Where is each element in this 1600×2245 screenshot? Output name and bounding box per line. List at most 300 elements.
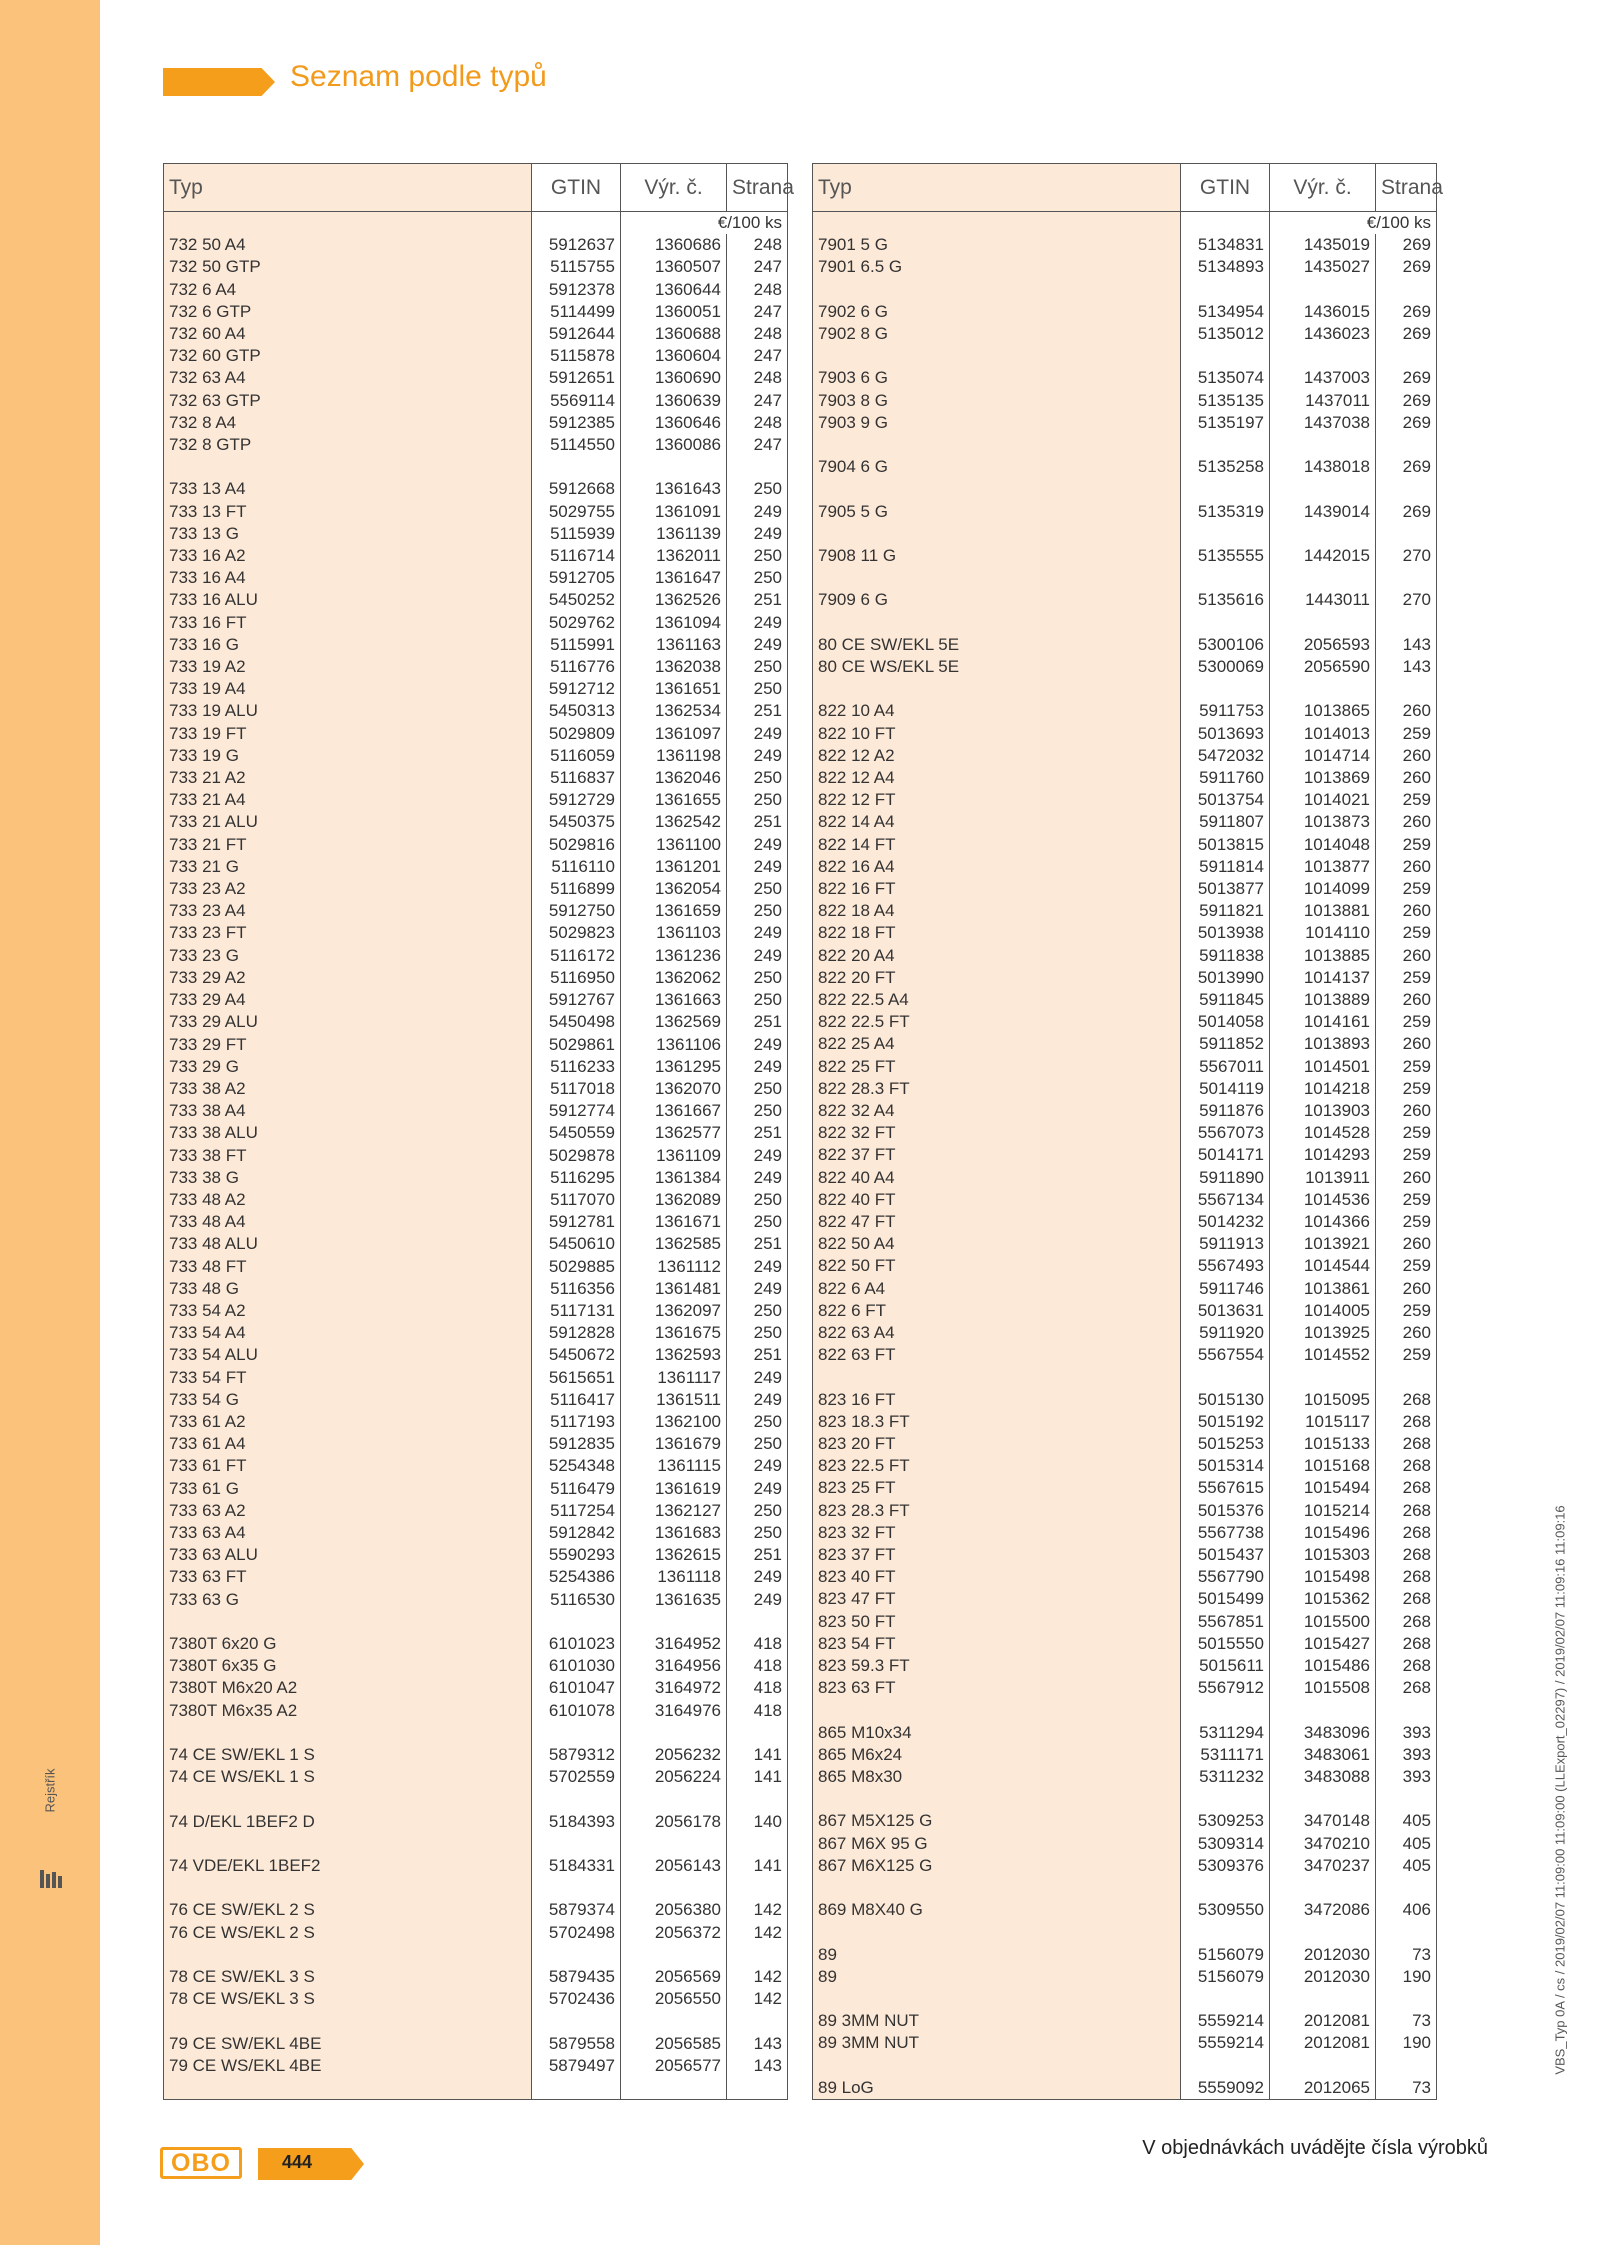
cell-gtin: 5134831 [1181, 234, 1270, 256]
table-row [164, 1833, 788, 1855]
cell-typ: 823 40 FT [813, 1566, 1181, 1588]
cell-vyr: 1439014 [1270, 501, 1376, 523]
sidebar-label: Rejstřík [42, 1767, 58, 1813]
table-row [164, 1233, 788, 1255]
table-row [164, 1544, 788, 1566]
cell-strana: 249 [727, 945, 788, 967]
cell-vyr: 1014161 [1270, 1011, 1376, 1033]
table-row [813, 1278, 1437, 1300]
cell-gtin: 5135258 [1181, 456, 1270, 478]
cell-vyr: 1015500 [1270, 1611, 1376, 1633]
cell-typ [164, 2077, 532, 2099]
cell-typ: 7905 5 G [813, 501, 1181, 523]
cell-gtin: 5567851 [1181, 1611, 1270, 1633]
cell-gtin: 5567011 [1181, 1056, 1270, 1078]
table-row [164, 1211, 788, 1233]
cell-vyr: 1361103 [621, 922, 727, 944]
cell-strana: 247 [727, 390, 788, 412]
cell-gtin: 6101023 [532, 1633, 621, 1655]
table-row [813, 1921, 1437, 1943]
cell-typ: 822 6 FT [813, 1300, 1181, 1322]
cell-gtin: 5911913 [1181, 1233, 1270, 1255]
table-row [164, 1788, 788, 1810]
cell-vyr: 1013893 [1270, 1033, 1376, 1055]
cell-typ: 733 54 FT [164, 1367, 532, 1389]
cell-strana: 259 [1376, 1300, 1437, 1322]
cell-strana: 142 [727, 1988, 788, 2010]
cell-typ [813, 1877, 1181, 1899]
cell-strana: 268 [1376, 1411, 1437, 1433]
table-row [164, 1411, 788, 1433]
cell-vyr: 2056590 [1270, 656, 1376, 678]
cell-gtin: 5115991 [532, 634, 621, 656]
cell-typ: 733 63 FT [164, 1566, 532, 1588]
cell-strana: 143 [1376, 656, 1437, 678]
cell-typ: 733 21 G [164, 856, 532, 878]
cell-gtin: 5135012 [1181, 323, 1270, 345]
cell-strana: 268 [1376, 1500, 1437, 1522]
table-row [164, 1256, 788, 1278]
cell-gtin: 5254348 [532, 1455, 621, 1477]
cell-gtin: 5912835 [532, 1433, 621, 1455]
cell-strana: 250 [727, 478, 788, 500]
table-row [164, 789, 788, 811]
cell-vyr: 1362062 [621, 967, 727, 989]
cell-strana: 249 [727, 1034, 788, 1056]
cell-gtin: 5116233 [532, 1056, 621, 1078]
cell-vyr: 1015498 [1270, 1566, 1376, 1588]
cell-typ: 89 3MM NUT [813, 2032, 1181, 2054]
cell-typ: 733 21 ALU [164, 811, 532, 833]
table-row [164, 745, 788, 767]
cell-strana: 260 [1376, 700, 1437, 722]
cell-typ: 732 50 A4 [164, 234, 532, 256]
table-row [813, 279, 1437, 301]
cell-typ: 822 12 A2 [813, 745, 1181, 767]
cell-vyr: 1013877 [1270, 856, 1376, 878]
cell-typ: 733 61 A4 [164, 1433, 532, 1455]
cell-gtin: 5156079 [1181, 1966, 1270, 1988]
cell-typ [164, 1877, 532, 1899]
cell-strana: 260 [1376, 1033, 1437, 1055]
cell-vyr: 1361679 [621, 1433, 727, 1455]
cell-vyr: 1362593 [621, 1344, 727, 1366]
cell-vyr: 1361671 [621, 1211, 727, 1233]
cell-vyr: 1013911 [1270, 1167, 1376, 1189]
cell-gtin: 5013631 [1181, 1300, 1270, 1322]
cell-strana [1376, 434, 1437, 456]
table-row [164, 1167, 788, 1189]
cell-strana: 418 [727, 1677, 788, 1699]
cell-gtin: 5309253 [1181, 1810, 1270, 1832]
cell-gtin: 5450252 [532, 589, 621, 611]
cell-typ: 733 29 A2 [164, 967, 532, 989]
cell-typ: 733 13 FT [164, 501, 532, 523]
cell-typ: 733 54 G [164, 1389, 532, 1411]
cell-gtin [532, 2077, 621, 2099]
cell-gtin: 5013990 [1181, 967, 1270, 989]
cell-strana: 268 [1376, 1389, 1437, 1411]
cell-typ [164, 1788, 532, 1810]
table-row [813, 1167, 1437, 1189]
cell-vyr: 3483096 [1270, 1722, 1376, 1744]
cell-vyr: 1360639 [621, 390, 727, 412]
cell-typ: 733 48 A4 [164, 1211, 532, 1233]
table-row [164, 922, 788, 944]
cell-gtin [532, 1944, 621, 1966]
cell-strana [727, 2010, 788, 2032]
cell-vyr: 1013881 [1270, 900, 1376, 922]
cell-strana: 249 [727, 1566, 788, 1588]
cell-gtin: 5567073 [1181, 1122, 1270, 1144]
cell-vyr [1270, 523, 1376, 545]
table-row [164, 967, 788, 989]
cell-strana: 251 [727, 589, 788, 611]
cell-gtin: 5450672 [532, 1344, 621, 1366]
table-row [164, 678, 788, 700]
cell-typ [164, 1833, 532, 1855]
cell-vyr: 3164956 [621, 1655, 727, 1677]
cell-strana: 260 [1376, 1322, 1437, 1344]
cell-typ [813, 1699, 1181, 1721]
cell-strana: 140 [727, 1811, 788, 1833]
cell-gtin: 5116714 [532, 545, 621, 567]
type-table-right [812, 163, 1443, 2100]
table-row [813, 1078, 1437, 1100]
cell-gtin: 5450313 [532, 700, 621, 722]
cell-gtin: 5116172 [532, 945, 621, 967]
cell-strana: 259 [1376, 967, 1437, 989]
cell-strana: 259 [1376, 1255, 1437, 1277]
cell-vyr [1270, 2055, 1376, 2077]
table-row [813, 745, 1437, 767]
table-row [813, 1522, 1437, 1544]
vertical-meta: VBS_Typ 0A / cs / 2019/02/07 11:09:00 11:09:00 (LLExport_02297) / 2019/02/07 11:09:16 11:09:16 [1552, 1505, 1568, 2075]
cell-vyr: 1361201 [621, 856, 727, 878]
table-row [164, 723, 788, 745]
cell-vyr: 1014528 [1270, 1122, 1376, 1144]
cell-vyr: 1014099 [1270, 878, 1376, 900]
cell-typ [813, 567, 1181, 589]
cell-gtin: 5014119 [1181, 1078, 1270, 1100]
table-row [813, 811, 1437, 833]
cell-strana [1376, 279, 1437, 301]
cell-typ: 822 32 A4 [813, 1100, 1181, 1122]
cell-strana: 268 [1376, 1611, 1437, 1633]
table-row [813, 1011, 1437, 1033]
cell-vyr: 1437003 [1270, 367, 1376, 389]
cell-strana: 142 [727, 1922, 788, 1944]
cell-strana: 248 [727, 234, 788, 256]
cell-vyr: 1361106 [621, 1034, 727, 1056]
table-row [164, 1078, 788, 1100]
table-row [164, 1522, 788, 1544]
cell-typ: 732 6 A4 [164, 279, 532, 301]
cell-vyr: 1360051 [621, 301, 727, 323]
cell-vyr: 1362011 [621, 545, 727, 567]
cell-typ: 733 63 A2 [164, 1500, 532, 1522]
cell-vyr [1270, 279, 1376, 301]
table-row [813, 789, 1437, 811]
table-row [164, 589, 788, 611]
table-row [813, 1433, 1437, 1455]
cell-typ: 823 63 FT [813, 1677, 1181, 1699]
cell-gtin: 5911876 [1181, 1100, 1270, 1122]
cell-strana: 141 [727, 1855, 788, 1877]
cell-vyr: 1014366 [1270, 1211, 1376, 1233]
cell-typ: 822 18 FT [813, 922, 1181, 944]
cell-typ: 733 19 A2 [164, 656, 532, 678]
cell-gtin: 5134954 [1181, 301, 1270, 323]
table-row [813, 834, 1437, 856]
cell-typ: 822 22.5 FT [813, 1011, 1181, 1033]
cell-gtin: 5029762 [532, 612, 621, 634]
cell-vyr: 1015362 [1270, 1588, 1376, 1610]
table-row [813, 434, 1437, 456]
cell-gtin: 5117193 [532, 1411, 621, 1433]
cell-typ [164, 2010, 532, 2032]
cell-vyr: 1014714 [1270, 745, 1376, 767]
cell-vyr: 3470237 [1270, 1855, 1376, 1877]
table-row [164, 1433, 788, 1455]
cell-strana: 249 [727, 1056, 788, 1078]
cell-strana: 418 [727, 1700, 788, 1722]
table-row [164, 1056, 788, 1078]
cell-strana: 249 [727, 1389, 788, 1411]
cell-strana: 143 [1376, 634, 1437, 656]
cell-typ: 732 63 GTP [164, 390, 532, 412]
cell-typ [813, 345, 1181, 367]
cell-typ: 822 63 FT [813, 1344, 1181, 1366]
table-row [164, 612, 788, 634]
cell-typ: 823 32 FT [813, 1522, 1181, 1544]
cell-gtin: 5013693 [1181, 723, 1270, 745]
cell-vyr: 1360686 [621, 234, 727, 256]
cell-typ: 823 54 FT [813, 1633, 1181, 1655]
cell-typ: 733 63 G [164, 1589, 532, 1611]
cell-typ: 7908 11 G [813, 545, 1181, 567]
cell-typ: 89 3MM NUT [813, 2010, 1181, 2032]
cell-strana [1376, 2055, 1437, 2077]
cell-typ: 733 61 G [164, 1478, 532, 1500]
cell-strana: 250 [727, 1522, 788, 1544]
cell-typ: 80 CE WS/EKL 5E [813, 656, 1181, 678]
table-row [813, 1389, 1437, 1411]
cell-typ: 7901 6.5 G [813, 256, 1181, 278]
cell-strana: 260 [1376, 945, 1437, 967]
cell-vyr [621, 2077, 727, 2099]
cell-vyr: 1361651 [621, 678, 727, 700]
cell-gtin: 5184393 [532, 1811, 621, 1833]
vertical-meta-wrap [1548, 1440, 1572, 2140]
table-row [813, 1255, 1437, 1277]
cell-typ: 733 29 G [164, 1056, 532, 1078]
cell-strana: 393 [1376, 1744, 1437, 1766]
cell-vyr: 3470148 [1270, 1810, 1376, 1832]
cell-strana: 251 [727, 700, 788, 722]
cell-typ: 733 19 ALU [164, 700, 532, 722]
table-row [164, 1677, 788, 1699]
table-row [164, 390, 788, 412]
cell-strana: 251 [727, 1122, 788, 1144]
table-row [813, 1988, 1437, 2010]
cell-typ: 732 8 GTP [164, 434, 532, 456]
cell-typ: 74 CE SW/EKL 1 S [164, 1744, 532, 1766]
table-row [813, 1477, 1437, 1499]
cell-vyr: 1362534 [621, 700, 727, 722]
cell-strana: 259 [1376, 1078, 1437, 1100]
table-row [164, 1100, 788, 1122]
cell-strana: 268 [1376, 1522, 1437, 1544]
table-row [164, 367, 788, 389]
cell-vyr: 1361643 [621, 478, 727, 500]
cell-typ: 733 23 A4 [164, 900, 532, 922]
cell-vyr: 2012030 [1270, 1966, 1376, 1988]
cell-gtin: 5014232 [1181, 1211, 1270, 1233]
cell-gtin: 5911845 [1181, 989, 1270, 1011]
table-row [813, 1144, 1437, 1166]
cell-typ [813, 1788, 1181, 1810]
cell-typ [813, 478, 1181, 500]
cell-vyr: 1015486 [1270, 1655, 1376, 1677]
table-row [164, 1500, 788, 1522]
cell-vyr: 3483061 [1270, 1744, 1376, 1766]
table-row [164, 1988, 788, 2010]
cell-strana: 250 [727, 1078, 788, 1100]
cell-strana: 190 [1376, 2032, 1437, 2054]
cell-vyr: 1360690 [621, 367, 727, 389]
cell-gtin: 5116295 [532, 1167, 621, 1189]
cell-strana: 190 [1376, 1966, 1437, 1988]
cell-gtin: 5912729 [532, 789, 621, 811]
cell-strana: 259 [1376, 1344, 1437, 1366]
cell-strana [727, 1722, 788, 1744]
cell-vyr: 1362089 [621, 1189, 727, 1211]
cell-gtin: 5135319 [1181, 501, 1270, 523]
cell-strana: 249 [727, 1455, 788, 1477]
cell-strana: 259 [1376, 1189, 1437, 1211]
cell-gtin: 5567134 [1181, 1189, 1270, 1211]
obo-logo: OBO [160, 2147, 242, 2179]
cell-typ: 823 16 FT [813, 1389, 1181, 1411]
table-row [164, 1300, 788, 1322]
table-row [164, 279, 788, 301]
cell-typ: 733 54 ALU [164, 1344, 532, 1366]
table-row [813, 1766, 1437, 1788]
column-header-vyr: Výr. č. [621, 164, 727, 212]
cell-strana: 270 [1376, 589, 1437, 611]
cell-vyr: 2056577 [621, 2055, 727, 2077]
cell-strana: 250 [727, 656, 788, 678]
table-row [164, 1455, 788, 1477]
cell-typ: 822 20 FT [813, 967, 1181, 989]
cell-strana: 250 [727, 1500, 788, 1522]
table-row [813, 2032, 1437, 2054]
cell-typ: 80 CE SW/EKL 5E [813, 634, 1181, 656]
table-row [813, 323, 1437, 345]
table-row [813, 1233, 1437, 1255]
cell-vyr [621, 1611, 727, 1633]
table-row [164, 2033, 788, 2055]
table-row [164, 1011, 788, 1033]
table-row [813, 1322, 1437, 1344]
cell-gtin: 5114499 [532, 301, 621, 323]
type-table-left [163, 163, 794, 2100]
cell-typ: 733 63 A4 [164, 1522, 532, 1544]
cell-typ: 733 13 G [164, 523, 532, 545]
cell-typ: 733 16 A2 [164, 545, 532, 567]
cell-vyr: 1360688 [621, 323, 727, 345]
cell-gtin: 5116479 [532, 1478, 621, 1500]
cell-gtin: 5911852 [1181, 1033, 1270, 1055]
cell-vyr [1270, 1921, 1376, 1943]
table-row [164, 856, 788, 878]
cell-gtin [1181, 1877, 1270, 1899]
cell-typ: 822 6 A4 [813, 1278, 1181, 1300]
cell-typ [813, 279, 1181, 301]
cell-strana: 269 [1376, 456, 1437, 478]
cell-gtin: 5015253 [1181, 1433, 1270, 1455]
cell-typ: 732 50 GTP [164, 256, 532, 278]
cell-gtin: 5567738 [1181, 1522, 1270, 1544]
cell-gtin: 5559214 [1181, 2032, 1270, 2054]
cell-gtin: 5117070 [532, 1189, 621, 1211]
table-row [813, 412, 1437, 434]
cell-gtin [1181, 612, 1270, 634]
table-row [813, 1833, 1437, 1855]
cell-vyr: 2056593 [1270, 634, 1376, 656]
cell-typ: 733 16 ALU [164, 589, 532, 611]
cell-vyr [1270, 1699, 1376, 1721]
cell-strana: 259 [1376, 878, 1437, 900]
cell-vyr: 1361655 [621, 789, 727, 811]
cell-strana: 143 [727, 2055, 788, 2077]
cell-gtin: 5116950 [532, 967, 621, 989]
cell-gtin [532, 1877, 621, 1899]
table-row [164, 700, 788, 722]
cell-vyr: 1435027 [1270, 256, 1376, 278]
cell-strana [1376, 1877, 1437, 1899]
unit-row [813, 212, 1437, 235]
cell-strana: 250 [727, 967, 788, 989]
cell-strana: 406 [1376, 1899, 1437, 1921]
cell-vyr: 1360644 [621, 279, 727, 301]
cell-strana: 268 [1376, 1633, 1437, 1655]
cell-strana: 143 [727, 2033, 788, 2055]
cell-vyr: 1361100 [621, 834, 727, 856]
table-row [813, 1211, 1437, 1233]
cell-typ: 733 29 A4 [164, 989, 532, 1011]
cell-strana: 249 [727, 922, 788, 944]
cell-vyr: 1361236 [621, 945, 727, 967]
table-row [164, 1344, 788, 1366]
cell-vyr: 1362046 [621, 767, 727, 789]
cell-gtin: 5116417 [532, 1389, 621, 1411]
cell-vyr: 1361091 [621, 501, 727, 523]
table-row [813, 1189, 1437, 1211]
cell-gtin: 5117018 [532, 1078, 621, 1100]
cell-vyr: 1014005 [1270, 1300, 1376, 1322]
cell-vyr: 2056550 [621, 1988, 727, 2010]
table-row [813, 1611, 1437, 1633]
table-row [813, 390, 1437, 412]
cell-vyr: 2012081 [1270, 2010, 1376, 2032]
cell-typ [813, 612, 1181, 634]
cell-gtin: 5029885 [532, 1256, 621, 1278]
table-row [813, 1899, 1437, 1921]
cell-typ: 823 37 FT [813, 1544, 1181, 1566]
cell-gtin: 5014171 [1181, 1144, 1270, 1166]
